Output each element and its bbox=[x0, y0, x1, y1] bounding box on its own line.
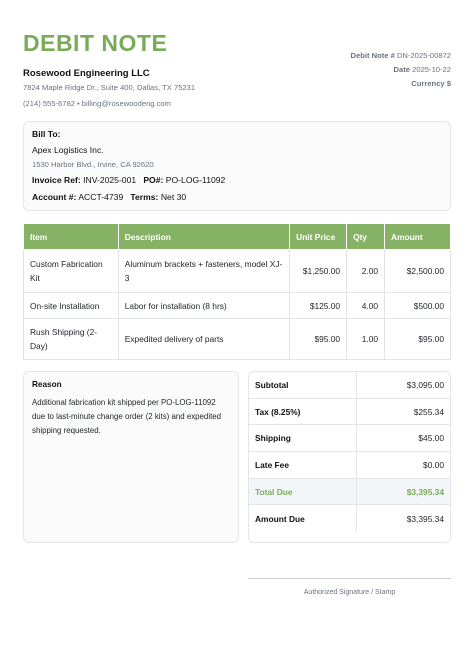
table-row bbox=[24, 319, 451, 360]
meta-number: Debit Note # DN-2025-00872 bbox=[350, 51, 451, 60]
bill-to-box bbox=[23, 121, 451, 211]
line-items-table bbox=[23, 223, 451, 360]
cell-description: Expedited delivery of parts bbox=[118, 319, 289, 360]
totals-box bbox=[248, 371, 451, 543]
meta-date: Date 2025-10-22 bbox=[393, 65, 451, 74]
company-address: 7824 Maple Ridge Dr., Suite 400, Dallas, TX 75231 bbox=[23, 83, 196, 92]
reason-box bbox=[23, 371, 239, 543]
cell-item: Rush Shipping (2-Day) bbox=[24, 319, 119, 360]
col-header-qty: Qty bbox=[347, 224, 385, 250]
totals-row-shipping: Shipping $45.00 bbox=[249, 425, 450, 452]
cell-item: On-site Installation bbox=[24, 293, 119, 319]
col-header-description: Description bbox=[118, 224, 289, 250]
cell-qty: 1.00 bbox=[347, 319, 385, 360]
totals-row-amount-due: Amount Due $3,395.34 bbox=[249, 505, 450, 532]
bill-to-label: Bill To: bbox=[32, 129, 61, 139]
signature-label: Authorized Signature / Stamp bbox=[303, 589, 396, 596]
cell-item: Custom Fabrication Kit bbox=[24, 250, 119, 293]
reason-label: Reason bbox=[32, 380, 62, 389]
cell-amount: $95.00 bbox=[385, 319, 451, 360]
meta-currency: Currency $ bbox=[411, 79, 451, 88]
totals-row-subtotal: Subtotal $3,095.00 bbox=[249, 372, 450, 399]
customer-address: 1530 Harbor Blvd., Irvine, CA 92620 bbox=[32, 160, 154, 169]
col-header-amount: Amount bbox=[385, 224, 451, 250]
account-terms: Account #: ACCT-4739 Terms: Net 30 bbox=[32, 192, 187, 202]
cell-qty: 2.00 bbox=[347, 250, 385, 293]
company-name: Rosewood Engineering LLC bbox=[23, 68, 150, 79]
cell-unit-price: $1,250.00 bbox=[290, 250, 347, 293]
totals-row-tax: Tax (8.25%) $255.34 bbox=[249, 399, 450, 426]
cell-description: Labor for installation (8 hrs) bbox=[118, 293, 289, 319]
totals-row-late-fee: Late Fee $0.00 bbox=[249, 452, 450, 479]
signature-line bbox=[248, 578, 451, 579]
totals-row-total-due: Total Due $3,395.34 bbox=[249, 479, 450, 506]
document-title: DEBIT NOTE bbox=[23, 30, 168, 56]
invoice-po-refs: Invoice Ref: INV-2025-001 PO#: PO-LOG-11092 bbox=[32, 175, 226, 185]
cell-description: Aluminum brackets + fasteners, model XJ-3 bbox=[118, 250, 289, 293]
customer-name: Apex Logistics Inc. bbox=[32, 145, 104, 155]
table-row bbox=[24, 293, 451, 319]
cell-unit-price: $125.00 bbox=[290, 293, 347, 319]
col-header-item: Item bbox=[24, 224, 119, 250]
cell-amount: $500.00 bbox=[385, 293, 451, 319]
document-meta bbox=[351, 49, 451, 91]
cell-unit-price: $95.00 bbox=[290, 319, 347, 360]
company-contact: (214) 555-6782 • billing@rosewoodeng.com bbox=[23, 99, 171, 108]
table-row bbox=[24, 250, 451, 293]
document-header bbox=[23, 30, 451, 120]
reason-text: Additional fabrication kit shipped per PO-LOG-11092 due to last-minute change order (2 kits) and expedited shipping requested. bbox=[32, 398, 222, 435]
cell-amount: $2,500.00 bbox=[385, 250, 451, 293]
col-header-unit-price: Unit Price bbox=[290, 224, 347, 250]
table-header-row bbox=[24, 224, 451, 250]
cell-qty: 4.00 bbox=[347, 293, 385, 319]
